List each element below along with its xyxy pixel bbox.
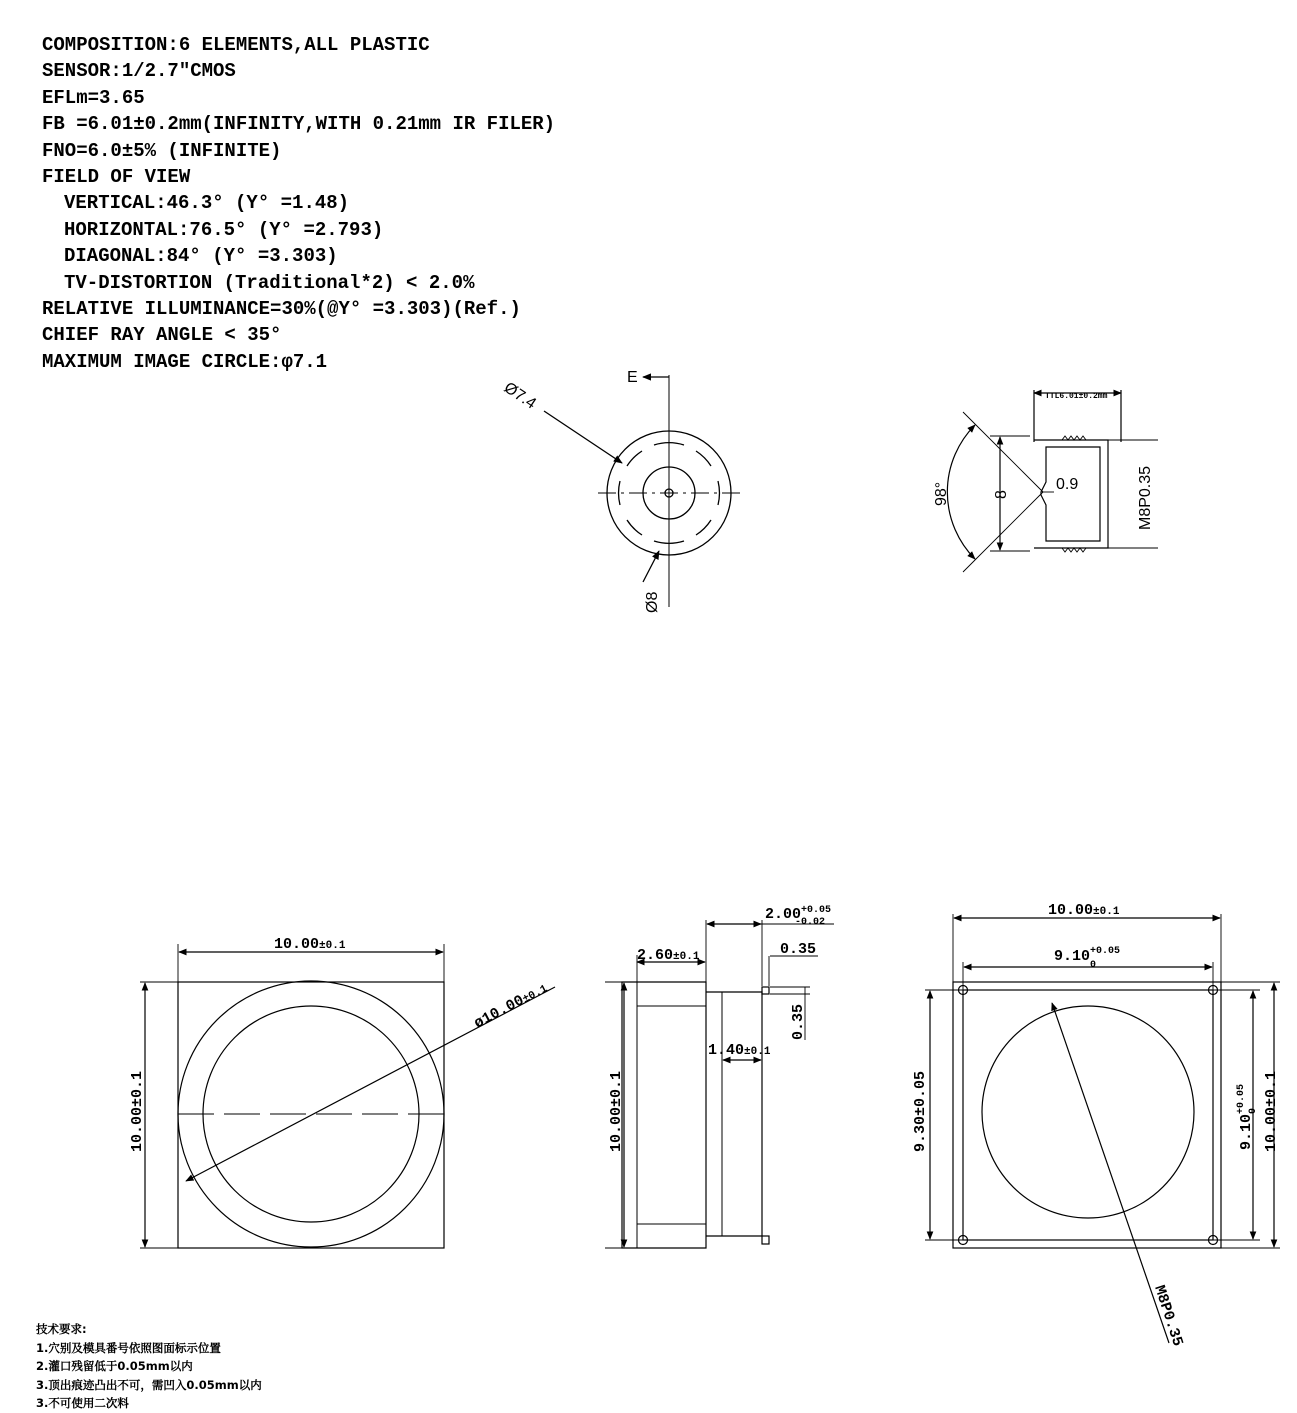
spec-tv-distortion: TV-DISTORTION (Traditional*2) < 2.0% [64,271,475,294]
note-item: 3.顶出痕迹凸出不可，需凹入0.05mm以内 [36,1377,262,1392]
fov-angle-label: 98° [933,481,950,506]
spec-max-image-circle: MAXIMUM IMAGE CIRCLE:φ7.1 [42,350,328,373]
lens-top-view [544,375,740,607]
diameter-8-label: Ø8 [644,591,661,613]
spec-horizontal: HORIZONTAL:76.5° (Y° =2.793) [64,218,384,241]
side-body-outline [706,992,762,1236]
aperture-label: 0.9 [1056,476,1079,493]
back-right-inner-label: $9.10^{+0.05}0$ [1236,1083,1259,1150]
bore-diameter-label: ø10.00±0.1 [471,983,550,1033]
side-pin-bottom [762,1236,769,1244]
barrel-flange [1034,440,1040,548]
lens-side-view [947,390,1158,572]
front-width-label: 10.00±0.1 [274,936,346,953]
side-depth-label: $2.00^{+0.05}$ -0.02 [765,905,832,928]
back-left-height-label: 9.30±0.05 [912,1070,929,1152]
technical-notes [36,1320,262,1413]
barrel-inner [1041,447,1100,541]
side-flange-label: 2.60±0.1 [637,947,700,964]
note-item: 3.不可使用二次料 [36,1396,129,1410]
back-outer-outline [953,982,1221,1248]
note-item: 1.穴别及模具番号依照图面标示位置 [36,1340,221,1355]
dia8-label: 8 [993,490,1010,499]
front-height-label: 10.00±0.1 [129,1070,146,1152]
side-pin-top [762,987,769,994]
holder-bore-outer [178,981,444,1247]
spec-composition: COMPOSITION:6 ELEMENTS,ALL PLASTIC [42,34,430,56]
side-flange-outline [622,982,706,1248]
back-inner-width-label: $9.10^{+0.05}$ 0 [1054,946,1121,971]
spec-fov-header: FIELD OF VIEW [42,166,191,189]
note-item: 2.灌口残留低于0.05mm以内 [36,1359,193,1373]
ttl-label: TTL6.01±0.2mm [1045,392,1108,401]
holder-back-view [925,914,1280,1343]
fov-arc [947,425,975,559]
spec-relative-illuminance: RELATIVE ILLUMINANCE=30%(@Y° =3.303)(Ref.) [42,298,521,321]
side-height-label: 10.00±0.1 [608,1070,625,1152]
notes-title: 技术要求: [36,1322,87,1336]
fov-ray-bottom [963,492,1043,572]
diameter-7-4-leader [544,411,622,463]
spec-vertical: VERTICAL:46.3° (Y° =1.48) [64,192,350,215]
side-step-label: 1.40±0.1 [708,1042,771,1059]
e-marker-label: E [627,369,638,386]
spec-chief-ray-angle: CHIEF RAY ANGLE < 35° [42,324,282,347]
diameter-8-leader [643,551,659,582]
back-thread-bore [982,1006,1194,1218]
spec-efl: EFLm=3.65 [42,86,145,109]
thread-label: M8P0.35 [1137,465,1154,530]
holder-front-view [140,944,555,1248]
holder-side-view [605,920,834,1248]
back-thread-label: M8P0.35 [1150,1283,1186,1349]
spec-sensor: SENSOR:1/2.7"CMOS [42,60,236,83]
side-pin-height-label: 0.35 [790,1003,807,1040]
back-right-outer-label: 10.00±0.1 [1263,1070,1280,1152]
side-pin-width-label: 0.35 [780,941,817,958]
thread-teeth [1062,436,1086,552]
barrel-outline [1040,440,1108,548]
fov-ray-top [963,412,1043,492]
back-outer-width-label: 10.00±0.1 [1048,902,1120,919]
diameter-7-4-label: Ø7.4 [500,379,540,413]
spec-fb: FB =6.01±0.2mm(INFINITY,WITH 0.21mm IR FILER) [42,113,556,136]
spec-fno: FNO=6.0±5% (INFINITE) [42,139,282,162]
back-inner-outline [963,990,1213,1240]
spec-diagonal: DIAGONAL:84° (Y° =3.303) [64,245,338,268]
